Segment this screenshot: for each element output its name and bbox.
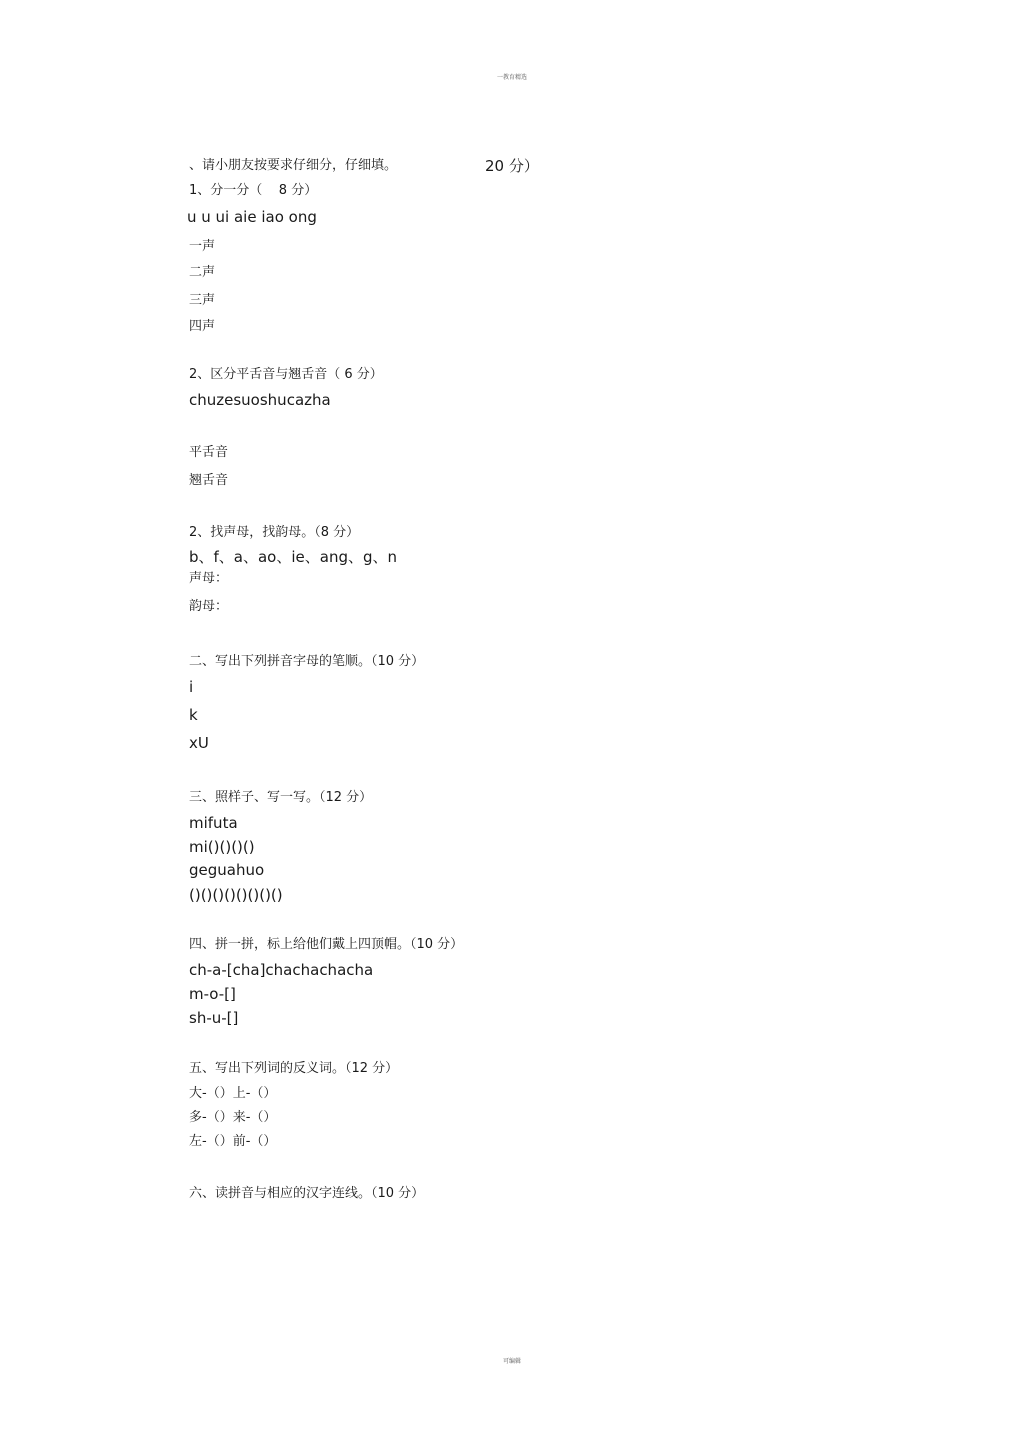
tone-4: 四声	[189, 319, 216, 334]
flat-tongue-label: 平舌音	[189, 445, 229, 460]
q4-line: m-o-[]	[189, 985, 236, 1003]
q3-line: geguahuo	[189, 861, 265, 879]
page-header: 一教育精选	[496, 74, 527, 81]
q2-item: k	[189, 706, 198, 724]
tone-2: 二声	[189, 265, 216, 280]
q1-sub3-title: 2、找声母，找韵母。（8 分）	[189, 525, 360, 540]
q1-sub2-title: 2、区分平舌音与翘舌音（ 6 分）	[189, 367, 383, 382]
q5-line: 多-（）来-（）	[189, 1110, 277, 1125]
q1-score: 20 分）	[485, 157, 539, 175]
finals-label: 韵母：	[189, 599, 229, 614]
q2-item: xU	[189, 734, 209, 752]
q5-line: 大-（）上-（）	[189, 1086, 277, 1101]
tone-1: 一声	[189, 239, 216, 254]
q4-line: sh-u-[]	[189, 1009, 239, 1027]
page-footer: 可编辑	[502, 1358, 521, 1365]
initials-label: 声母：	[189, 571, 229, 586]
q4-title: 四、拼一拼，标上给他们戴上四顶帽。（10 分）	[189, 937, 464, 952]
q1-sub3-letters: b、f、a、ao、ie、ang、g、n	[189, 548, 398, 566]
q1-sub2-letters: chuzesuoshucazha	[189, 391, 331, 409]
q3-line: mi()()()()	[189, 838, 255, 856]
q5-title: 五、写出下列词的反义词。（12 分）	[189, 1061, 399, 1076]
q3-title: 三、照样子、写一写。（12 分）	[189, 790, 373, 805]
q2-item: i	[189, 678, 194, 696]
q1-sub1-title: 1、分一分（ 8 分）	[189, 183, 318, 198]
q6-title: 六、读拼音与相应的汉字连线。（10 分）	[189, 1186, 425, 1201]
q5-line: 左-（）前-（）	[189, 1134, 277, 1149]
q1-sub1-letters: u u ui aie iao ong	[187, 208, 317, 226]
q3-line: ()()()()()()()()	[189, 886, 283, 904]
q1-title: 、请小朋友按要求仔细分，仔细填。	[189, 158, 398, 173]
retroflex-label: 翘舌音	[189, 473, 229, 488]
tone-3: 三声	[189, 293, 216, 308]
q3-line: mifuta	[189, 814, 238, 832]
q2-title: 二、写出下列拼音字母的笔顺。（10 分）	[189, 654, 425, 669]
q4-line: ch-a-[cha]chachachacha	[189, 961, 374, 979]
